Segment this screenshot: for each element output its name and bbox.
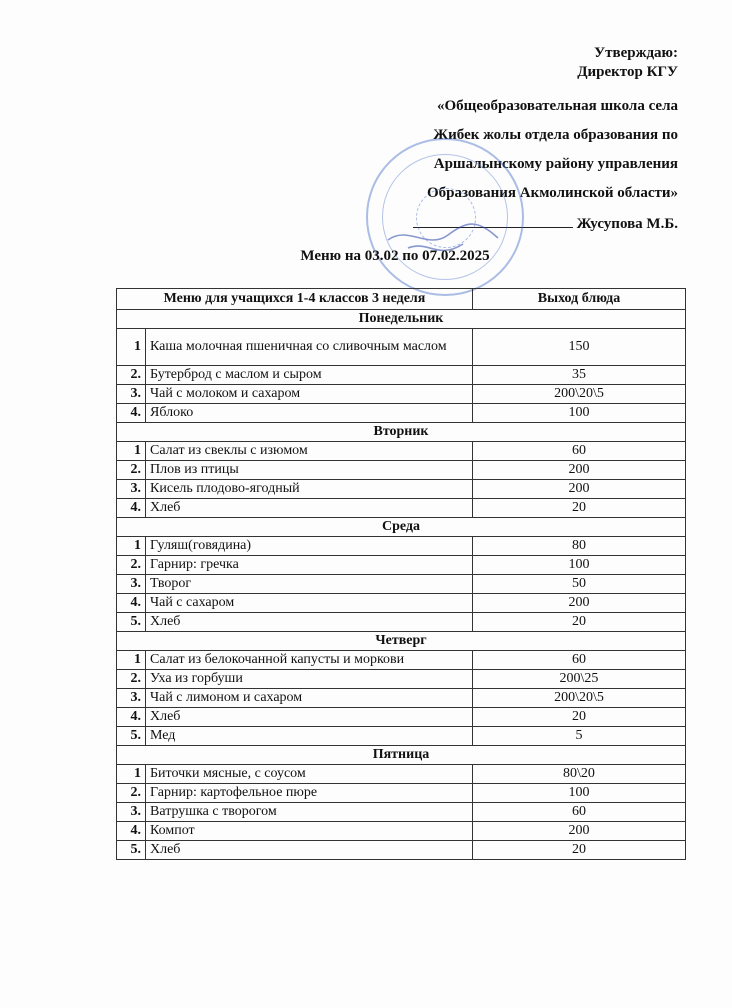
table-row: [117, 385, 686, 404]
table-row: [117, 727, 686, 746]
item-num: 1: [117, 537, 146, 556]
item-dish: Гарнир: картофельное пюре: [146, 784, 473, 803]
item-output: 60: [473, 442, 686, 461]
item-dish: Хлеб: [146, 613, 473, 632]
table-row: [117, 461, 686, 480]
header-output: Выход блюда: [473, 289, 686, 310]
item-dish: Биточки мясные, с соусом: [146, 765, 473, 784]
item-output: 100: [473, 784, 686, 803]
item-output: 100: [473, 556, 686, 575]
table-row: [117, 329, 686, 366]
item-dish: Уха из горбуши: [146, 670, 473, 689]
table-row: [117, 613, 686, 632]
item-dish: Хлеб: [146, 708, 473, 727]
approval-heading: Утверждаю:: [594, 45, 678, 61]
table-row: [117, 575, 686, 594]
item-output: 60: [473, 651, 686, 670]
item-num: 3.: [117, 575, 146, 594]
item-output: 50: [473, 575, 686, 594]
item-dish: Чай с сахаром: [146, 594, 473, 613]
item-output: 80: [473, 537, 686, 556]
day-name: Вторник: [117, 423, 686, 442]
item-output: 200: [473, 594, 686, 613]
item-num: 3.: [117, 803, 146, 822]
item-dish: Чай с лимоном и сахаром: [146, 689, 473, 708]
day-row-thursday: [117, 632, 686, 651]
table-row: [117, 803, 686, 822]
day-row-monday: [117, 310, 686, 329]
day-name: Среда: [117, 518, 686, 537]
table-row: [117, 556, 686, 575]
item-output: 100: [473, 404, 686, 423]
item-dish: Чай с молоком и сахаром: [146, 385, 473, 404]
item-dish: Плов из птицы: [146, 461, 473, 480]
item-output: 200\25: [473, 670, 686, 689]
table-row: [117, 841, 686, 860]
table-row: [117, 765, 686, 784]
item-output: 200: [473, 822, 686, 841]
item-num: 5.: [117, 841, 146, 860]
org-line-3: Аршалынскому району управления: [433, 156, 678, 172]
table-row: [117, 784, 686, 803]
table-row: [117, 670, 686, 689]
item-dish: Хлеб: [146, 841, 473, 860]
approval-block: [413, 44, 678, 236]
item-dish: Бутерброд с маслом и сыром: [146, 366, 473, 385]
approval-position: Директор КГУ: [577, 64, 678, 80]
menu-table: [116, 288, 686, 860]
item-num: 3.: [117, 385, 146, 404]
table-row: [117, 366, 686, 385]
table-row: [117, 822, 686, 841]
item-num: 2.: [117, 366, 146, 385]
item-num: 2.: [117, 556, 146, 575]
item-dish: Ватрушка с творогом: [146, 803, 473, 822]
signatory-name: Жусупова М.Б.: [576, 216, 678, 232]
item-num: 5.: [117, 727, 146, 746]
table-row: [117, 689, 686, 708]
item-dish: Салат из свеклы с изюмом: [146, 442, 473, 461]
table-row: [117, 404, 686, 423]
item-num: 4.: [117, 594, 146, 613]
item-dish: Мед: [146, 727, 473, 746]
item-output: 150: [473, 329, 686, 366]
item-output: 200\20\5: [473, 385, 686, 404]
item-num: 2.: [117, 461, 146, 480]
item-num: 1: [117, 765, 146, 784]
item-num: 3.: [117, 480, 146, 499]
item-dish: Каша молочная пшеничная со сливочным маслом: [146, 329, 473, 366]
item-num: 1: [117, 329, 146, 366]
item-output: 5: [473, 727, 686, 746]
item-dish: Кисель плодово-ягодный: [146, 480, 473, 499]
item-num: 4.: [117, 822, 146, 841]
org-line-4: Образования Акмолинской области»: [426, 185, 678, 201]
day-row-wednesday: [117, 518, 686, 537]
signature-blank: [413, 213, 573, 228]
header-dish: Меню для учащихся 1-4 классов 3 неделя: [117, 289, 473, 310]
item-output: 200\20\5: [473, 689, 686, 708]
item-num: 4.: [117, 708, 146, 727]
item-output: 35: [473, 366, 686, 385]
item-num: 4.: [117, 404, 146, 423]
item-dish: Творог: [146, 575, 473, 594]
day-name: Четверг: [117, 632, 686, 651]
item-dish: Хлеб: [146, 499, 473, 518]
item-dish: Гуляш(говядина): [146, 537, 473, 556]
item-num: 2.: [117, 670, 146, 689]
table-row: [117, 499, 686, 518]
item-dish: Компот: [146, 822, 473, 841]
item-output: 200: [473, 480, 686, 499]
table-row: [117, 537, 686, 556]
org-line-2: Жибек жолы отдела образования по: [433, 127, 678, 143]
table-row: [117, 442, 686, 461]
table-row: [117, 480, 686, 499]
item-num: 2.: [117, 784, 146, 803]
item-dish: Гарнир: гречка: [146, 556, 473, 575]
item-output: 20: [473, 499, 686, 518]
signature-line: [413, 212, 678, 236]
item-num: 4.: [117, 499, 146, 518]
table-row: [117, 708, 686, 727]
menu-title: Меню на 03.02 по 07.02.2025: [300, 248, 490, 264]
item-output: 20: [473, 708, 686, 727]
table-header-row: [117, 289, 686, 310]
item-output: 20: [473, 613, 686, 632]
item-num: 1: [117, 651, 146, 670]
item-num: 3.: [117, 689, 146, 708]
day-row-tuesday: [117, 423, 686, 442]
org-line-1: «Общеобразовательная школа села: [437, 98, 678, 114]
item-num: 5.: [117, 613, 146, 632]
item-dish: Салат из белокочанной капусты и моркови: [146, 651, 473, 670]
item-output: 20: [473, 841, 686, 860]
day-row-friday: [117, 746, 686, 765]
item-num: 1: [117, 442, 146, 461]
table-row: [117, 594, 686, 613]
item-output: 60: [473, 803, 686, 822]
day-name: Понедельник: [117, 310, 686, 329]
table-row: [117, 651, 686, 670]
day-name: Пятница: [117, 746, 686, 765]
item-dish: Яблоко: [146, 404, 473, 423]
item-output: 200: [473, 461, 686, 480]
item-output: 80\20: [473, 765, 686, 784]
